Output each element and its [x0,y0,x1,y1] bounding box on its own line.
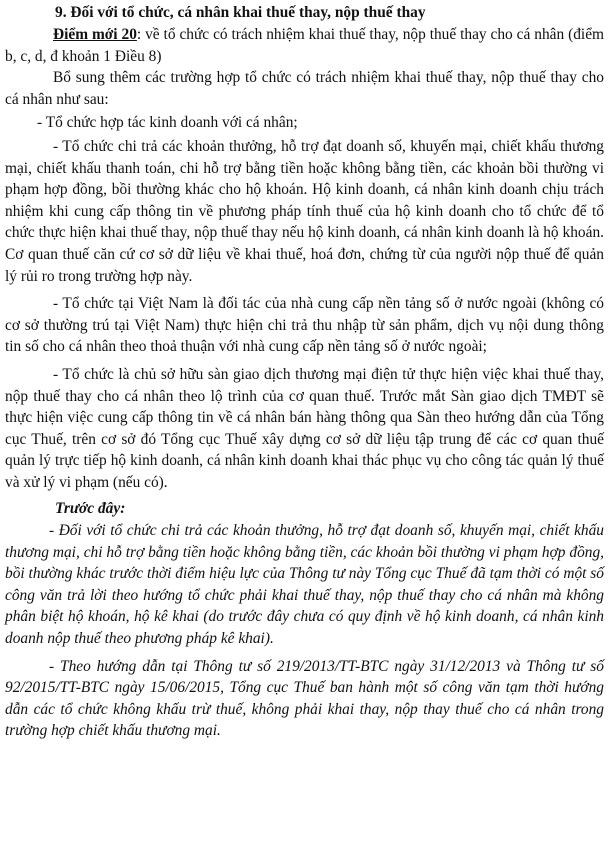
bullet-paragraph-3: - Tổ chức tại Việt Nam là đối tác của nhà cung cấp nền tảng số ở nước ngoài (không có cơ sở thường trú tại Việt Nam) thực hiện chi trả thu nhập từ sản phẩm, dịch vụ nội dung thông tin số cho cá nhân theo thoả thuận với nhà cung cấp nền tảng số ở nước ngoài; [5,295,604,356]
intro-paragraph: Bổ sung thêm các trường hợp tổ chức có trách nhiệm khai thuế thay, nộp thuế thay cho cá nhân như sau: [5,69,604,108]
bullet-paragraph-4: - Tổ chức là chủ sở hữu sàn giao dịch thương mại điện tử thực hiện việc khai thuế thay, nộp thuế thay cho cá nhân theo lộ trình của cơ quan thuế. Trước mắt Sàn giao dịch TMĐT sẽ thực hiện việc cung cấp thông tin về cá nhân bán hàng thông qua Sàn theo hướng dẫn của Tổng cục Thuế, trên cơ sở đó Tổng cục Thuế xây dựng cơ sở dữ liệu tập trung để các cơ quan thuế quản lý trực tiếp hộ kinh doanh, cá nhân kinh doanh khai thác phục vụ cho công tác quản lý thuế và xử lý vi phạm (nếu có). [5,365,604,491]
bullet-paragraph-2: - Tổ chức chi trả các khoản thưởng, hỗ trợ đạt doanh số, khuyến mại, chiết khấu thương mại, chiết khấu thanh toán, chi hỗ trợ bằng tiền hoặc không bằng tiền, các khoản bồi thường vi phạm hợp đồng, bồi thường khác cho hộ khoán. Hộ kinh doanh, cá nhân kinh doanh chịu trách nhiệm khi cung cấp thông tin về phương pháp tính thuế của hộ kinh doanh cho tổ chức để tổ chức thực hiện khai thuế thay, nộp thuế thay nếu hộ kinh doanh, cá nhân kinh doanh là hộ khoán. Cơ quan thuế căn cứ cơ sở dữ liệu về khai thuế, hoá đơn, chứng từ của người nộp thuế để quản lý rủi ro trong trường hợp này. [5,137,604,285]
before-heading: Trước đây: [55,500,126,518]
section-heading: 9. Đối với tổ chức, cá nhân khai thuế thay, nộp thuế thay [55,4,426,21]
before-paragraph-1: - Đối với tổ chức chi trả các khoản thưởng, hỗ trợ đạt doanh số, khuyến mại, chiết khấu thương mại, chi hỗ trợ bằng tiền hoặc không bằng tiền, các khoản bồi thường vi phạm hợp đồng, bồi thường khác trước thời điểm hiệu lực của Thông tư này Tổng cục Thuế đã tạm thời có một số công văn trả lời theo hướng tổ chức phải khai thuế thay, nộp thuế thay cho cá nhân mà không phân biệt hộ khoán, hộ kê khai (do trước đây chưa có quy định về hộ kinh doanh, cá nhân kinh doanh nộp thuế theo phương pháp kê khai). [5,522,604,648]
point-title: Điểm mới 20 [53,26,137,43]
bullet-paragraph-1: - Tổ chức hợp tác kinh doanh với cá nhân; [37,114,298,132]
before-paragraph-2: - Theo hướng dẫn tại Thông tư số 219/2013/TT-BTC ngày 31/12/2013 và Thông tư số 92/2015/TT-BTC ngày 15/06/2015, Tổng cục Thuế ban hành một số công văn tạm thời hướng dẫn các tổ chức không khấu trừ thuế, không phải khai thay, nộp thay thuế cho cá nhân trong trường hợp chiết khấu thương mại. [5,657,604,740]
point-paragraph [5,24,604,67]
point-text: : về tổ chức có trách nhiệm khai thuế thay, nộp thuế thay cho cá nhân (điểm b, c, d, đ khoản 1 Điều 8) [5,26,604,65]
